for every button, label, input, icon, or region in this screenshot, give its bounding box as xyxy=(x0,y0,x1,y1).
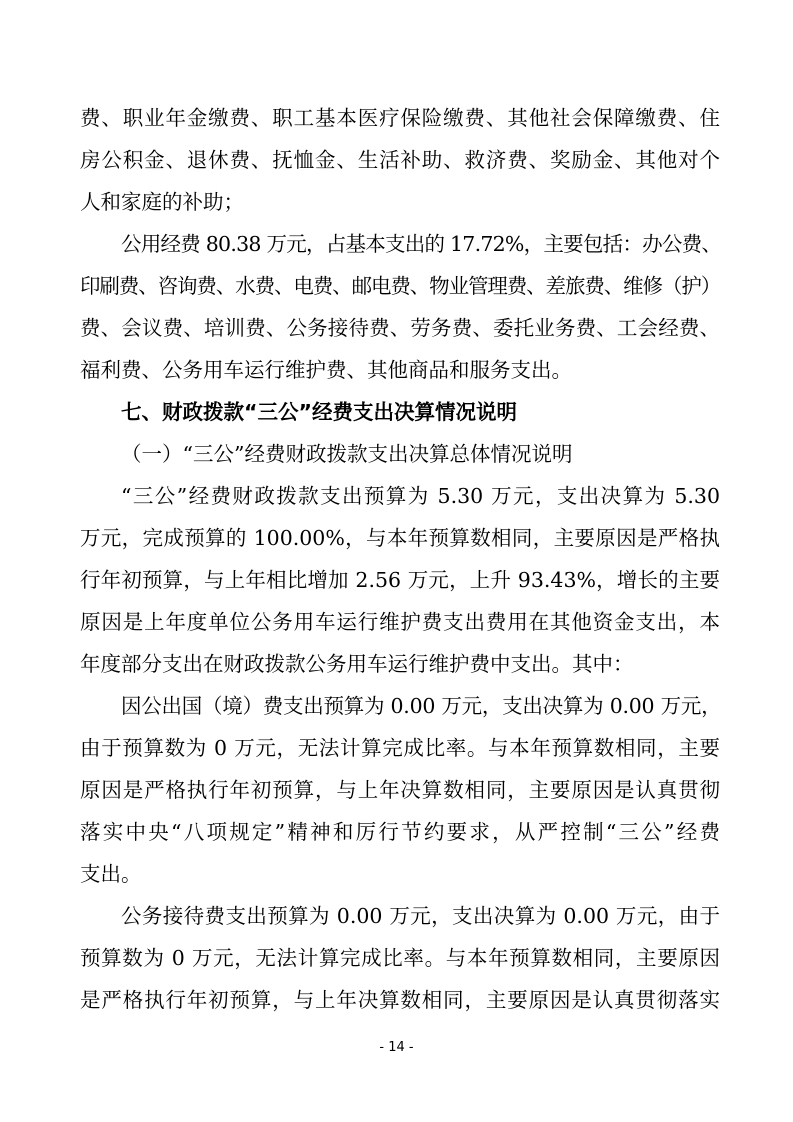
body-text-line: 印刷费、咨询费、水费、电费、邮电费、物业管理费、差旅费、维修（护） xyxy=(80,274,720,298)
body-text-line: 因公出国（境）费支出预算为 0.00 万元，支出决算为 0.00 万元， xyxy=(121,694,722,718)
body-text-line: 人和家庭的补助； xyxy=(80,190,244,214)
body-text-line: 公用经费 80.38 万元，占基本支出的 17.72%，主要包括：办公费、 xyxy=(121,232,722,256)
page-number: - 14 - xyxy=(379,1040,414,1055)
subsection-heading: （一）“三公”经费财政拨款支出决算总体情况说明 xyxy=(121,442,573,466)
body-text-line: 福利费、公务用车运行维护费、其他商品和服务支出。 xyxy=(80,358,572,382)
body-text-line: 支出。 xyxy=(80,862,142,886)
body-text-line: 万元，完成预算的 100.00%，与本年预算数相同，主要原因是严格执 xyxy=(80,526,720,550)
body-text-line: “三公”经费财政拨款支出预算为 5.30 万元，支出决算为 5.30 xyxy=(121,484,720,508)
body-text-line: 预算数为 0 万元，无法计算完成比率。与本年预算数相同，主要原因 xyxy=(80,946,720,970)
section-heading: 七、财政拨款“三公”经费支出决算情况说明 xyxy=(121,400,517,424)
body-text-line: 年度部分支出在财政拨款公务用车运行维护费中支出。其中： xyxy=(80,652,634,676)
body-text-line: 落实中央“八项规定”精神和厉行节约要求，从严控制“三公”经费 xyxy=(80,820,720,844)
body-text-line: 房公积金、退休费、抚恤金、生活补助、救济费、奖励金、其他对个 xyxy=(80,148,720,172)
body-text-line: 原因是严格执行年初预算，与上年决算数相同，主要原因是认真贯彻 xyxy=(80,778,720,802)
body-text-line: 行年初预算，与上年相比增加 2.56 万元，上升 93.43%，增长的主要 xyxy=(80,568,720,592)
body-text-line: 费、会议费、培训费、公务接待费、劳务费、委托业务费、工会经费、 xyxy=(80,316,720,340)
body-text-line: 费、职业年金缴费、职工基本医疗保险缴费、其他社会保障缴费、住 xyxy=(80,106,720,130)
body-text-line: 由于预算数为 0 万元，无法计算完成比率。与本年预算数相同，主要 xyxy=(80,736,720,760)
body-text-line: 是严格执行年初预算，与上年决算数相同，主要原因是认真贯彻落实 xyxy=(80,988,720,1012)
body-text-line: 公务接待费支出预算为 0.00 万元，支出决算为 0.00 万元，由于 xyxy=(121,904,720,928)
body-text-line: 原因是上年度单位公务用车运行维护费支出费用在其他资金支出，本 xyxy=(80,610,720,634)
